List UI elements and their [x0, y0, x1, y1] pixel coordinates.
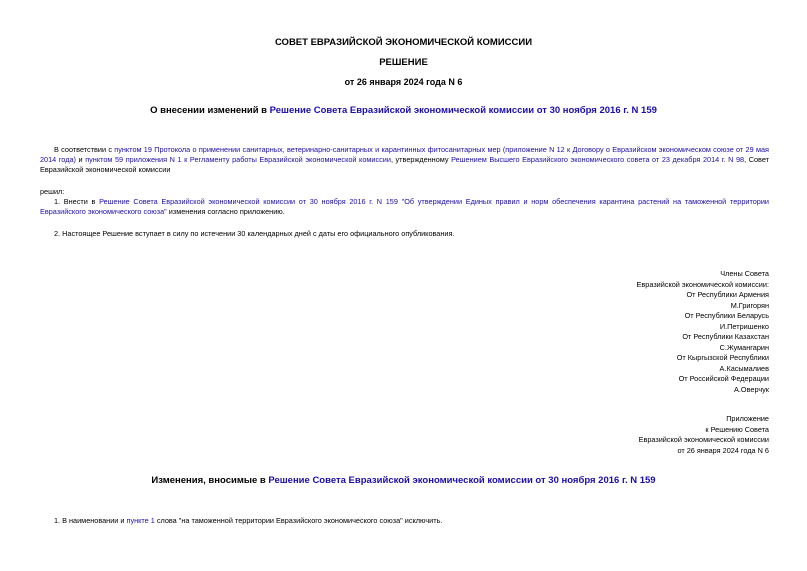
preamble-text-3: , утвержденному — [390, 155, 452, 164]
members-line: И.Петришенко — [719, 321, 769, 331]
preamble-text-4: , Совет Евразийской экономической комиссии — [40, 155, 769, 174]
members-line: От Российской Федерации — [678, 374, 769, 383]
members-line: От Кыргызской Республики — [676, 353, 769, 362]
annex-title-prefix: Изменения, вносимые в — [151, 475, 269, 486]
council-members-block — [637, 269, 769, 395]
document-title — [0, 105, 807, 116]
regulation-link[interactable]: пунктом 59 приложения N 1 к Регламенту работы Евразийской экономической комиссии — [85, 155, 391, 164]
item-1-text-1: 1. Внести в — [54, 197, 100, 206]
point-1-link[interactable]: пункте 1 — [126, 516, 155, 525]
protocol-link[interactable]: пунктом 19 Протокола о применении санитарных, ветеринарно-санитарных и карантинных фитосанитарных мер (приложение N 12 к Договору о Евразийском экономическом союзе от 29 мая 2014 года) — [40, 145, 769, 164]
title-prefix: О внесении изменений в — [150, 105, 270, 116]
appendix-line: Евразийской экономической комиссии — [638, 435, 769, 444]
decided-text: решил: — [40, 187, 65, 196]
document-date-heading: от 26 января 2024 года N 6 — [344, 77, 463, 87]
preamble-paragraph — [40, 145, 769, 175]
appendix-line: Приложение — [726, 414, 769, 423]
appendix-line: к Решению Совета — [705, 424, 769, 434]
annex-decision-link[interactable]: Решение Совета Евразийской экономической комиссии от 30 ноября 2016 г. N 159 — [268, 475, 656, 486]
amended-decision-link[interactable]: Решение Совета Евразийской экономической комиссии от 30 ноября 2016 г. N 159 "Об утверждении Единых правил и норм обеспечения карантина растений на таможенной территории Евразийского экономического союза" — [40, 197, 769, 216]
preamble-text-2: и — [75, 155, 86, 164]
preamble-text-1: В соответствии с — [54, 145, 115, 154]
item-1-paragraph — [40, 197, 769, 217]
appendix-line: от 26 января 2024 года N 6 — [677, 445, 769, 455]
members-line: Члены Совета — [720, 269, 769, 278]
document-type-heading: РЕШЕНИЕ — [379, 57, 428, 68]
annex-title — [0, 475, 807, 486]
members-line: М.Григорян — [730, 300, 769, 310]
members-line: А.Оверчук — [734, 384, 769, 394]
members-line: С.Жумангарин — [719, 342, 769, 352]
members-line: От Республики Беларусь — [684, 311, 769, 320]
council-decision-link[interactable]: Решением Высшего Евразийского экономического совета от 23 декабря 2014 г. N 98 — [451, 155, 745, 164]
annex-item-text-2: слова "на таможенной территории Евразийского экономического союза" исключить. — [154, 516, 443, 525]
title-decision-link[interactable]: Решение Совета Евразийской экономической комиссии от 30 ноября 2016 г. N 159 — [269, 105, 657, 116]
item-2-paragraph: 2. Настоящее Решение вступает в силу по истечении 30 календарных дней с даты его официального опубликования. — [54, 229, 455, 238]
appendix-note-block — [639, 414, 769, 456]
item-1-text-2: изменения согласно приложению. — [166, 207, 285, 216]
members-line: Евразийской экономической комиссии: — [636, 279, 769, 289]
annex-item-1-paragraph — [40, 516, 769, 526]
members-line: От Республики Казахстан — [682, 332, 769, 341]
members-line: А.Касымалиев — [719, 363, 769, 373]
organization-heading: СОВЕТ ЕВРАЗИЙСКОЙ ЭКОНОМИЧЕСКОЙ КОМИССИИ — [274, 37, 533, 48]
members-line: От Республики Армения — [686, 290, 769, 299]
annex-item-text-1: 1. В наименовании и — [54, 516, 127, 525]
